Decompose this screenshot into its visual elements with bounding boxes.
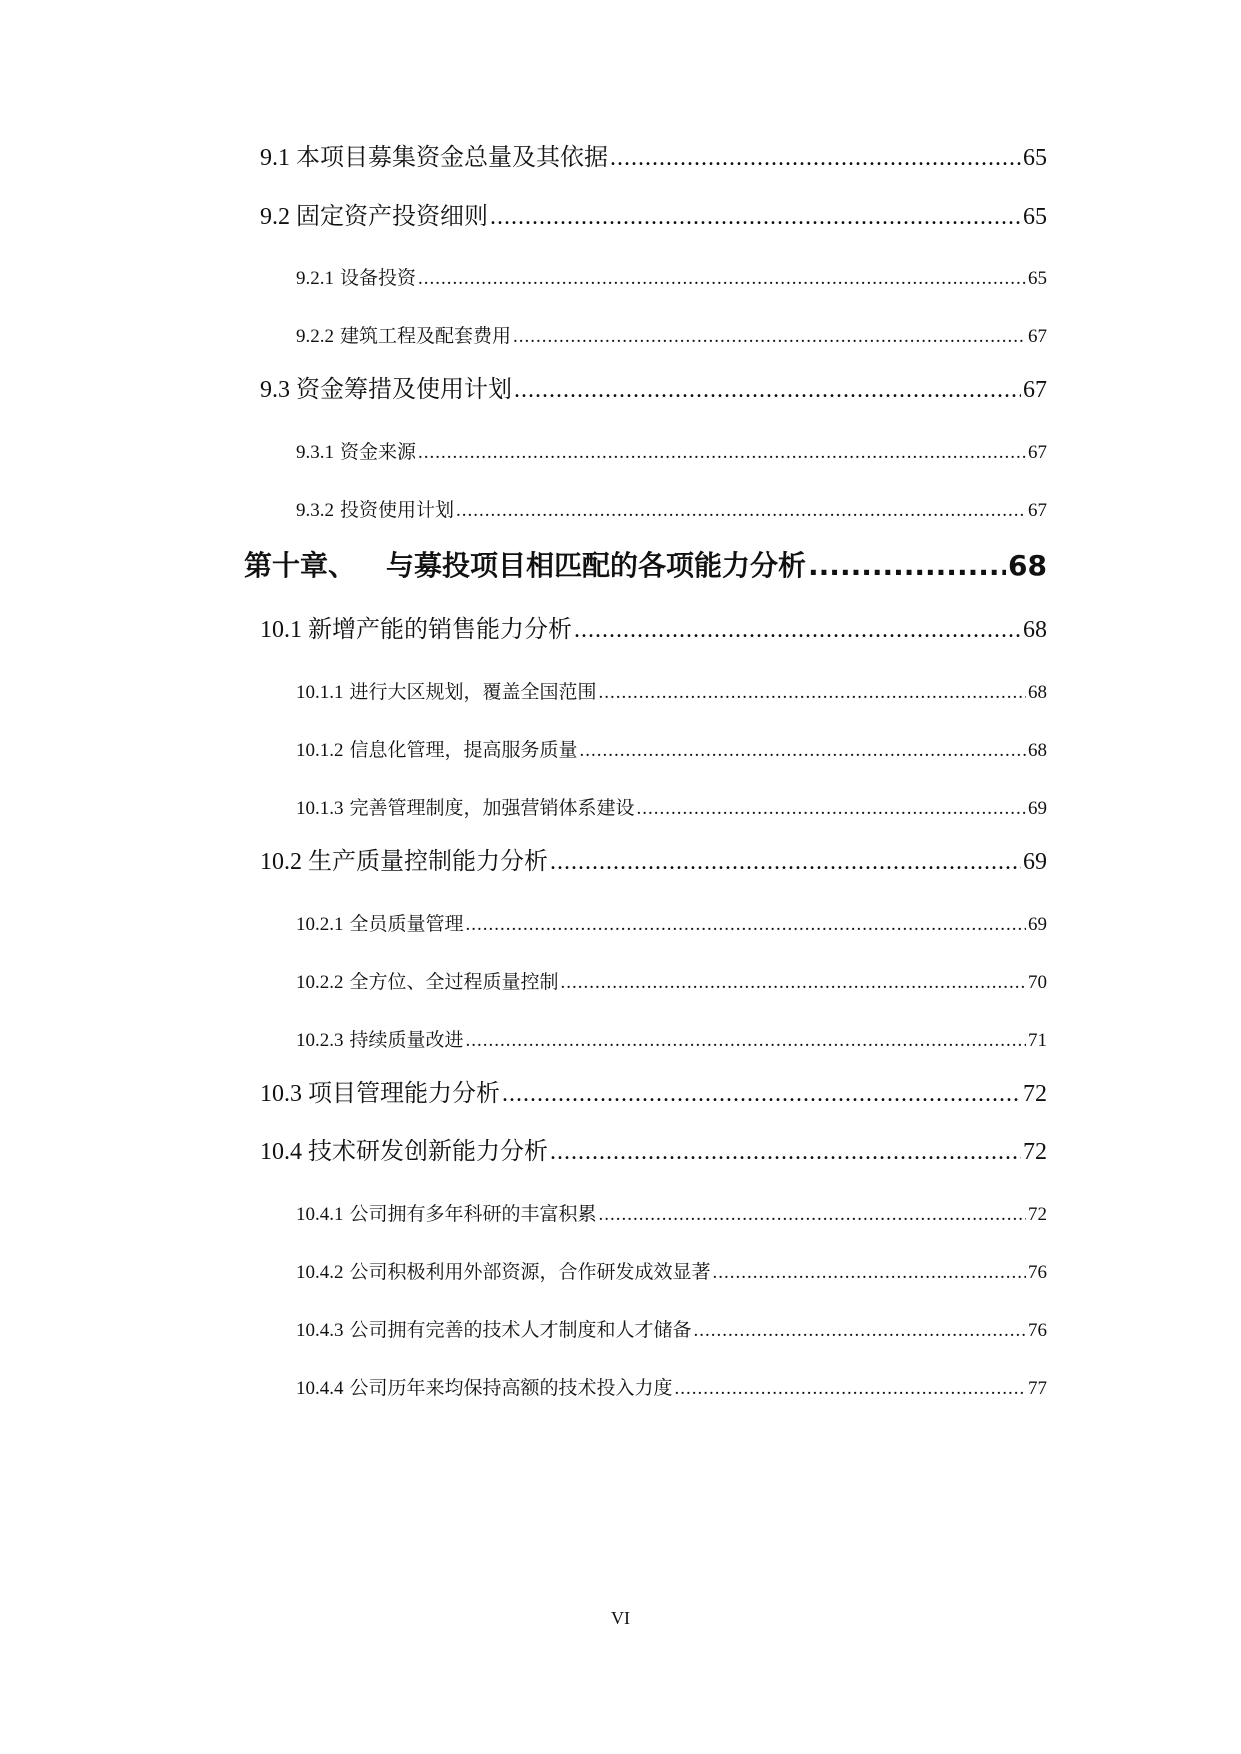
toc-entry-page: 68 (1028, 740, 1047, 761)
toc-entry[interactable] (296, 263, 1047, 290)
dot-leader (580, 740, 1026, 762)
toc-entry-number: 10.2.1 (296, 914, 344, 935)
toc-entry[interactable] (260, 196, 1047, 231)
toc-entry-number: 10.4.4 (296, 1378, 344, 1399)
dot-leader (694, 1320, 1026, 1342)
toc-entry-title: 全员质量管理 (349, 914, 464, 935)
toc-entry[interactable] (260, 137, 1047, 172)
toc-entry-page: 65 (1023, 204, 1047, 230)
toc-entry-page: 65 (1023, 145, 1047, 171)
toc-entry[interactable] (260, 841, 1047, 876)
toc-entry-page: 67 (1023, 377, 1047, 403)
toc-entry-number: 9.3.2 (296, 500, 334, 521)
dot-leader (490, 204, 1021, 231)
toc-entry-page: 76 (1028, 1262, 1047, 1283)
toc-entry-number: 9.1 (260, 145, 290, 171)
toc-entry-page: 69 (1023, 849, 1047, 875)
toc-entry-page: 76 (1028, 1320, 1047, 1341)
toc-entry-title: 公司拥有多年科研的丰富积累 (349, 1204, 597, 1225)
dot-leader (513, 326, 1026, 348)
toc-entry-page: 70 (1028, 972, 1047, 993)
dot-leader (599, 1204, 1026, 1226)
toc-entry-number: 10.1 (260, 617, 302, 643)
toc-entry-page: 68 (1023, 617, 1047, 643)
toc-entry-number: 10.1.3 (296, 798, 344, 819)
toc-entry-page: 72 (1023, 1139, 1047, 1165)
toc-entry-title: 本项目募集资金总量及其依据 (296, 145, 608, 171)
toc-entry-page: 67 (1028, 442, 1047, 463)
toc-entry-number: 10.4.3 (296, 1320, 344, 1341)
toc-entry-number: 10.2.3 (296, 1030, 344, 1051)
toc-entry-page: 69 (1028, 798, 1047, 819)
toc-entry-number: 9.2.2 (296, 326, 334, 347)
toc-entry-number: 10.4.1 (296, 1204, 344, 1225)
toc-entry-page: 65 (1028, 268, 1047, 289)
dot-leader (550, 1139, 1021, 1166)
dot-leader (675, 1378, 1026, 1400)
dot-leader (637, 798, 1026, 820)
toc-entry[interactable] (296, 1199, 1047, 1226)
toc-entry[interactable] (296, 735, 1047, 762)
toc-entry[interactable] (260, 1131, 1047, 1166)
toc-entry-title: 投资使用计划 (340, 500, 455, 521)
toc-entry-page: 72 (1028, 1204, 1047, 1225)
toc-entry-title: 资金筹措及使用计划 (296, 377, 512, 403)
page-number-footer: VI (611, 1608, 630, 1628)
toc-entry-title: 设备投资 (340, 268, 417, 289)
toc-entry-title: 公司历年来均保持高额的技术投入力度 (349, 1378, 673, 1399)
toc-entry-title: 完善管理制度，加强营销体系建设 (349, 798, 635, 819)
dot-leader (808, 549, 1006, 582)
toc-entry[interactable] (296, 1257, 1047, 1284)
toc-entry[interactable] (260, 1073, 1047, 1108)
toc-entry[interactable] (296, 967, 1047, 994)
dot-leader (418, 268, 1026, 290)
toc-entry-title: 技术研发创新能力分析 (308, 1139, 548, 1165)
toc-entry[interactable] (296, 1025, 1047, 1052)
toc-entry-number: 9.2 (260, 204, 290, 230)
toc-entry-number: 10.2.2 (296, 972, 344, 993)
toc-entry-number: 10.3 (260, 1081, 302, 1107)
toc-entry[interactable] (296, 909, 1047, 936)
toc-entry-title: 项目管理能力分析 (308, 1081, 500, 1107)
toc-entry[interactable] (296, 321, 1047, 348)
dot-leader (599, 682, 1026, 704)
toc-entry-number: 9.2.1 (296, 268, 334, 289)
toc-chapter-number: 第十章、 (244, 549, 357, 582)
toc-chapter-entry[interactable] (244, 544, 1047, 584)
toc-chapter-title: 与募投项目相匹配的各项能力分析 (386, 549, 807, 582)
toc-entry-number: 10.4.2 (296, 1262, 344, 1283)
toc-entry-number: 10.2 (260, 849, 302, 875)
toc-entry-title: 公司积极利用外部资源，合作研发成效显著 (349, 1262, 711, 1283)
toc-chapter-page: 68 (1008, 549, 1047, 582)
dot-leader (561, 972, 1026, 994)
toc-entry-number: 10.1.2 (296, 740, 344, 761)
dot-leader (456, 500, 1026, 522)
toc-entry-page: 68 (1028, 682, 1047, 703)
toc-entry-number: 10.1.1 (296, 682, 344, 703)
toc-entry-title: 信息化管理，提高服务质量 (349, 740, 578, 761)
toc-entry[interactable] (260, 609, 1047, 644)
toc-entry-title: 进行大区规划，覆盖全国范围 (349, 682, 597, 703)
toc-entry-title: 建筑工程及配套费用 (340, 326, 512, 347)
toc-entry-title: 持续质量改进 (349, 1030, 464, 1051)
dot-leader (502, 1081, 1021, 1108)
toc-entry-page: 77 (1028, 1378, 1047, 1399)
toc-entry-number: 9.3.1 (296, 442, 334, 463)
toc-entry-page: 72 (1023, 1081, 1047, 1107)
toc-entry[interactable] (296, 437, 1047, 464)
toc-entry-title: 生产质量控制能力分析 (308, 849, 548, 875)
toc-entry[interactable] (296, 495, 1047, 522)
toc-entry-page: 71 (1028, 1030, 1047, 1051)
toc-entry[interactable] (296, 1315, 1047, 1342)
toc-entry-number: 9.3 (260, 377, 290, 403)
toc-entry[interactable] (296, 793, 1047, 820)
toc-entry-title: 公司拥有完善的技术人才制度和人才储备 (349, 1320, 692, 1341)
toc-entry-title: 资金来源 (340, 442, 417, 463)
toc-entry[interactable] (260, 369, 1047, 404)
toc-entry-title: 新增产能的销售能力分析 (308, 617, 572, 643)
toc-entry-page: 67 (1028, 500, 1047, 521)
toc-entry-page: 69 (1028, 914, 1047, 935)
dot-leader (466, 1030, 1026, 1052)
toc-entry-title: 固定资产投资细则 (296, 204, 488, 230)
dot-leader (610, 145, 1021, 172)
dot-leader (466, 914, 1026, 936)
toc-entry-page: 67 (1028, 326, 1047, 347)
dot-leader (574, 617, 1021, 644)
dot-leader (713, 1262, 1026, 1284)
dot-leader (550, 849, 1021, 876)
dot-leader (514, 377, 1021, 404)
toc-entry-number: 10.4 (260, 1139, 302, 1165)
dot-leader (418, 442, 1026, 464)
toc-entry-title: 全方位、全过程质量控制 (349, 972, 559, 993)
toc-entry[interactable] (296, 677, 1047, 704)
toc-entry[interactable] (296, 1373, 1047, 1400)
